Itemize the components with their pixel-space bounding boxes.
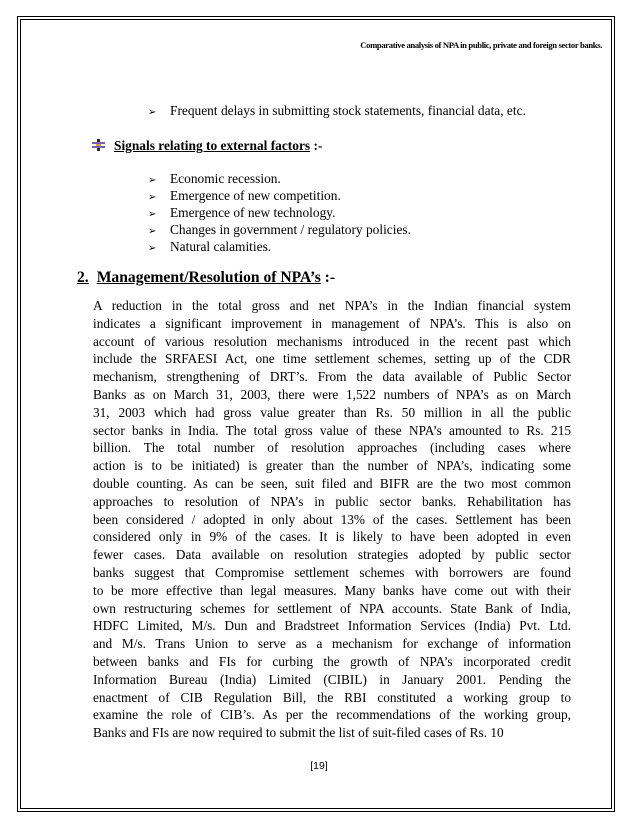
text-line: and M/s. Trans Union to serve as a mechanism for exchange of information [93,636,571,652]
running-header: Comparative analysis of NPA in public, private and foreign sector banks. [360,40,602,50]
text-line: banks suggest that Compromise settlement schemes with borrowers are found [93,564,571,580]
text-line: to be more effective than legal measures. Many banks have come out with their [93,582,571,598]
page-number: [19] [310,760,328,772]
list-item: ➢ Economic recession. [148,171,281,186]
section-heading: 2. Management/Resolution of NPA’s :- [77,269,336,286]
text-line: double counting. As can be seen, suit filed and BIFR are the two most common [93,475,571,491]
text-line: between banks and FIs for curbing the growth of NPA’s incorporated credit [93,653,571,669]
list-item: ➢ Frequent delays in submitting stock statements, financial data, etc. [148,103,526,118]
text-line: approaches to resolution of NPA’s in public sector banks. Rehabilitation has [93,493,571,509]
arrow-bullet-icon: ➢ [148,226,157,237]
arrow-bullet-icon: ➢ [148,192,157,203]
arrow-bullet-icon: ➢ [148,107,157,118]
text-line: billion. The total number of resolution approaches (including cases where [93,440,571,456]
list-item: ➢ Changes in government / regulatory policies. [148,222,411,237]
list-item: ➢ Emergence of new technology. [148,205,336,220]
text-line: examine the role of CIB’s. As per the recommendations of the working group, [93,707,571,723]
text-line: include the SRFAESI Act, one time settlement schemes, setting up of the CDR [93,351,571,367]
section-title: Management/Resolution of NPA’s [96,269,321,286]
text-line: HDFC Limited, M/s. Dun and Bradstreet Information Services (India) Pvt. Ltd. [93,618,571,634]
body-paragraph [93,297,571,742]
text-line: mechanism, strengthening of DRT’s. From the data available of Public Sector [93,369,571,385]
section-number: 2. [77,269,89,286]
signals-title: Signals relating to external factors [114,138,311,153]
arrow-bullet-icon: ➢ [148,243,157,254]
text-line: action is to be initiated) is greater than the number of NPA’s, indicating some [93,458,571,474]
text-line: been considered / adopted in only about 13% of the cases. Settlement has been [93,511,571,527]
list-item: ➢ Natural calamities. [148,239,272,254]
text-line: A reduction in the total gross and net NPA’s in the Indian financial system [93,298,571,313]
text-line: sector banks in India. The total gross value of these NPA’s amounted to Rs. 215 [93,422,571,438]
text-line: Information Bureau (India) Limited (CIBIL) in January 2001. Pending the [93,671,571,687]
stack-bullet-icon [92,139,106,151]
list-item: ➢ Emergence of new competition. [148,188,341,203]
text-line: enactment of CIB Regulation Bill, the RBI constituted a working group to [93,689,571,705]
text-line: Banks and FIs are now required to submit the list of suit-filed cases of Rs. 10 [93,725,504,741]
text-line: 31, 2003 which had gross value greater than Rs. 50 million in all the public [93,404,571,420]
text-line: account of various resolution mechanisms introduced in the recent past which [93,333,571,349]
text-line: Banks as on March 31, 2003, there were 1,522 numbers of NPA’s as on March [93,386,571,402]
arrow-bullet-icon: ➢ [148,175,157,186]
text-line: fewer cases. Data available on resolution strategies adopted by public sector [93,547,571,563]
text-line: indicates a significant improvement in management of NPA’s. This is also on [93,315,571,331]
signals-heading: Signals relating to external factors :- [114,138,322,154]
text-line: own restructuring schemes for settlement of NPA accounts. State Bank of India, [93,600,571,616]
text-line: considered only in 9% of the cases. It is likely to have been adopted in even [93,529,571,545]
arrow-bullet-icon: ➢ [148,209,157,220]
